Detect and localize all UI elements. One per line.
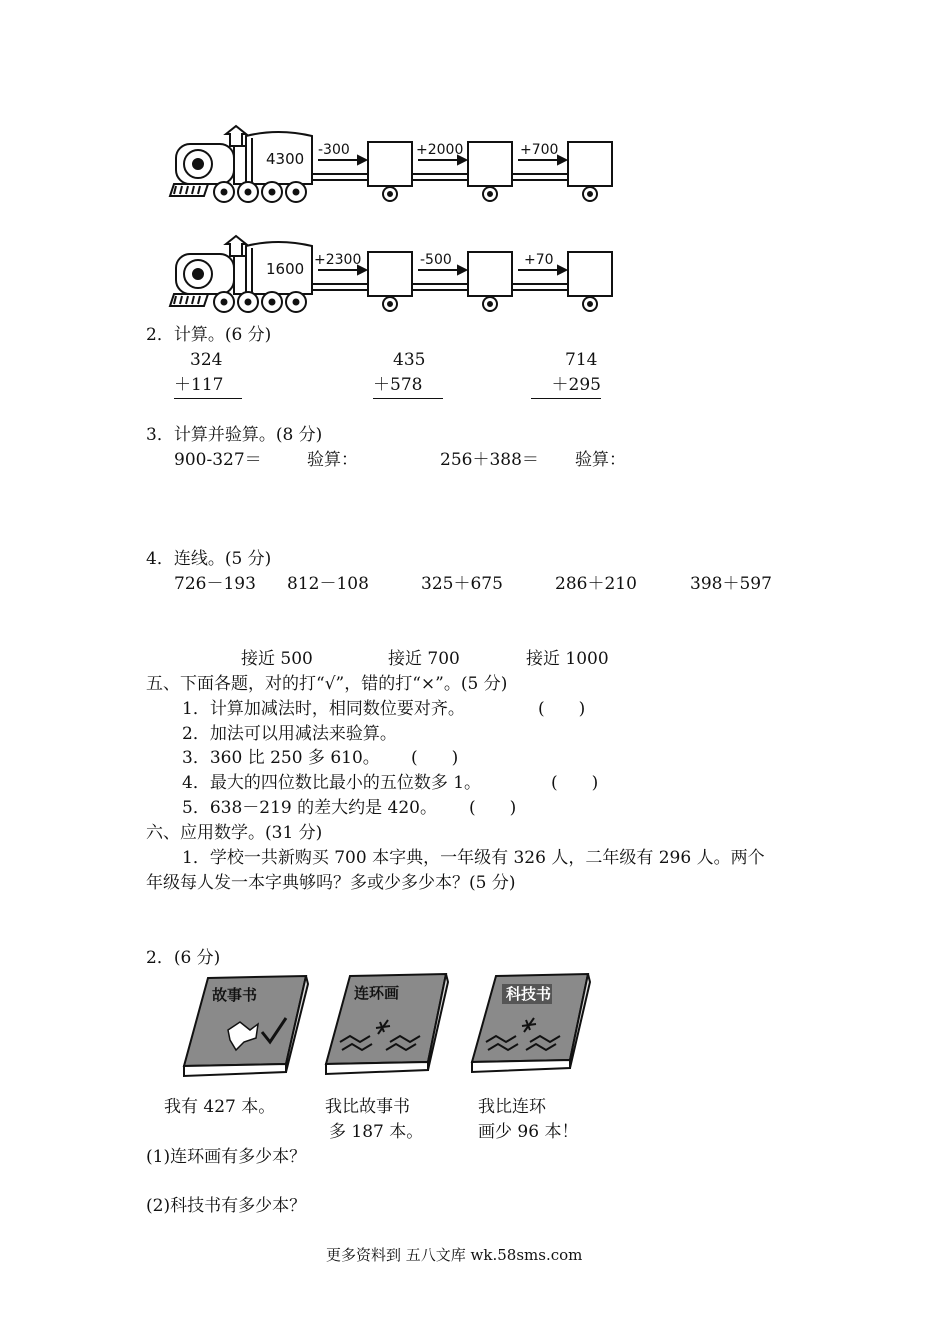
tf-item: 5．638－219 的差大约是 420。 xyxy=(182,798,437,818)
tf-blank: ( ) xyxy=(551,773,599,793)
addend-top: 435 xyxy=(393,350,426,370)
addend-bottom: ＋117 xyxy=(174,377,242,399)
q2-title: 2．计算。(6 分) xyxy=(146,325,272,345)
tf-item: 2．加法可以用减法来验算。 xyxy=(182,724,397,744)
sub-question-1: (1)连环画有多少本？ xyxy=(146,1147,307,1167)
problem-1-line-2: 年级每人发一本字典够吗？多或少多少本？(5 分) xyxy=(146,873,516,893)
q4-target: 接近 700 xyxy=(388,649,460,669)
section5-title: 五、下面各题，对的打“√”，错的打“×”。(5 分) xyxy=(146,674,508,694)
book-caption: 我有 427 本。 xyxy=(164,1097,276,1117)
addend-top: 324 xyxy=(190,350,223,370)
addend-top: 714 xyxy=(565,350,598,370)
tf-blank: ( ) xyxy=(538,699,586,719)
train-op: -500 xyxy=(420,252,452,268)
sub-question-2: (2)科技书有多少本？ xyxy=(146,1196,307,1216)
book-title: 科技书 xyxy=(506,985,552,1003)
q4-expr: 286＋210 xyxy=(555,574,637,594)
q4-title: 4．连线。(5 分) xyxy=(146,549,272,569)
problem-1-line-1: 1．学校一共新购买 700 本字典，一年级有 326 人，二年级有 296 人。两个 xyxy=(182,848,765,868)
tf-item: 1．计算加减法时，相同数位要对齐。 xyxy=(182,699,465,719)
q4-target: 接近 1000 xyxy=(526,649,609,669)
book-comics xyxy=(320,970,455,1080)
addend-bottom: ＋295 xyxy=(531,377,601,399)
book-title: 故事书 xyxy=(212,986,258,1004)
tf-item: 3．360 比 250 多 610。 xyxy=(182,748,380,768)
tf-item: 4．最大的四位数比最小的五位数多 1。 xyxy=(182,773,482,793)
storybook-icon xyxy=(178,972,313,1082)
sciencebook-icon xyxy=(466,968,601,1078)
train-op: +2000 xyxy=(416,142,464,158)
section6-title: 六、应用数学。(31 分) xyxy=(146,823,323,843)
q3-expr-1: 900-327＝ xyxy=(174,450,262,470)
book-caption: 画少 96 本！ xyxy=(478,1122,579,1142)
book-title: 连环画 xyxy=(354,984,400,1002)
book-science xyxy=(466,968,601,1078)
book-story xyxy=(178,972,313,1082)
q4-target: 接近 500 xyxy=(241,649,313,669)
q4-expr: 398＋597 xyxy=(690,574,772,594)
comicbook-icon xyxy=(320,970,455,1080)
engine-value: 1600 xyxy=(266,260,305,278)
q3-check-2: 验算： xyxy=(575,450,626,470)
q4-expr: 812－108 xyxy=(287,574,369,594)
train-engine-drawing xyxy=(168,126,618,206)
train-op: +700 xyxy=(520,142,559,158)
q3-check-1: 验算： xyxy=(307,450,358,470)
tf-blank: ( ) xyxy=(411,748,459,768)
book-caption: 我比故事书 xyxy=(325,1097,410,1117)
q3-title: 3．计算并验算。(8 分) xyxy=(146,425,323,445)
q4-expr: 726－193 xyxy=(174,574,256,594)
book-caption: 多 187 本。 xyxy=(329,1122,424,1142)
train-op: +70 xyxy=(524,252,554,268)
footer-link[interactable]: 更多资料到 五八文库 wk.58sms.com xyxy=(326,1246,583,1264)
book-caption: 我比连环 xyxy=(478,1097,546,1117)
train-2 xyxy=(168,236,618,316)
train-op: +2300 xyxy=(314,252,362,268)
q4-expr: 325＋675 xyxy=(421,574,503,594)
tf-blank: ( ) xyxy=(469,798,517,818)
train-1 xyxy=(168,126,618,206)
train-engine-drawing xyxy=(168,236,618,316)
problem-2-title: 2．(6 分) xyxy=(146,948,221,968)
engine-value: 4300 xyxy=(266,150,305,168)
addend-bottom: ＋578 xyxy=(373,377,443,399)
q3-expr-2: 256＋388＝ xyxy=(440,450,539,470)
train-op: -300 xyxy=(318,142,350,158)
